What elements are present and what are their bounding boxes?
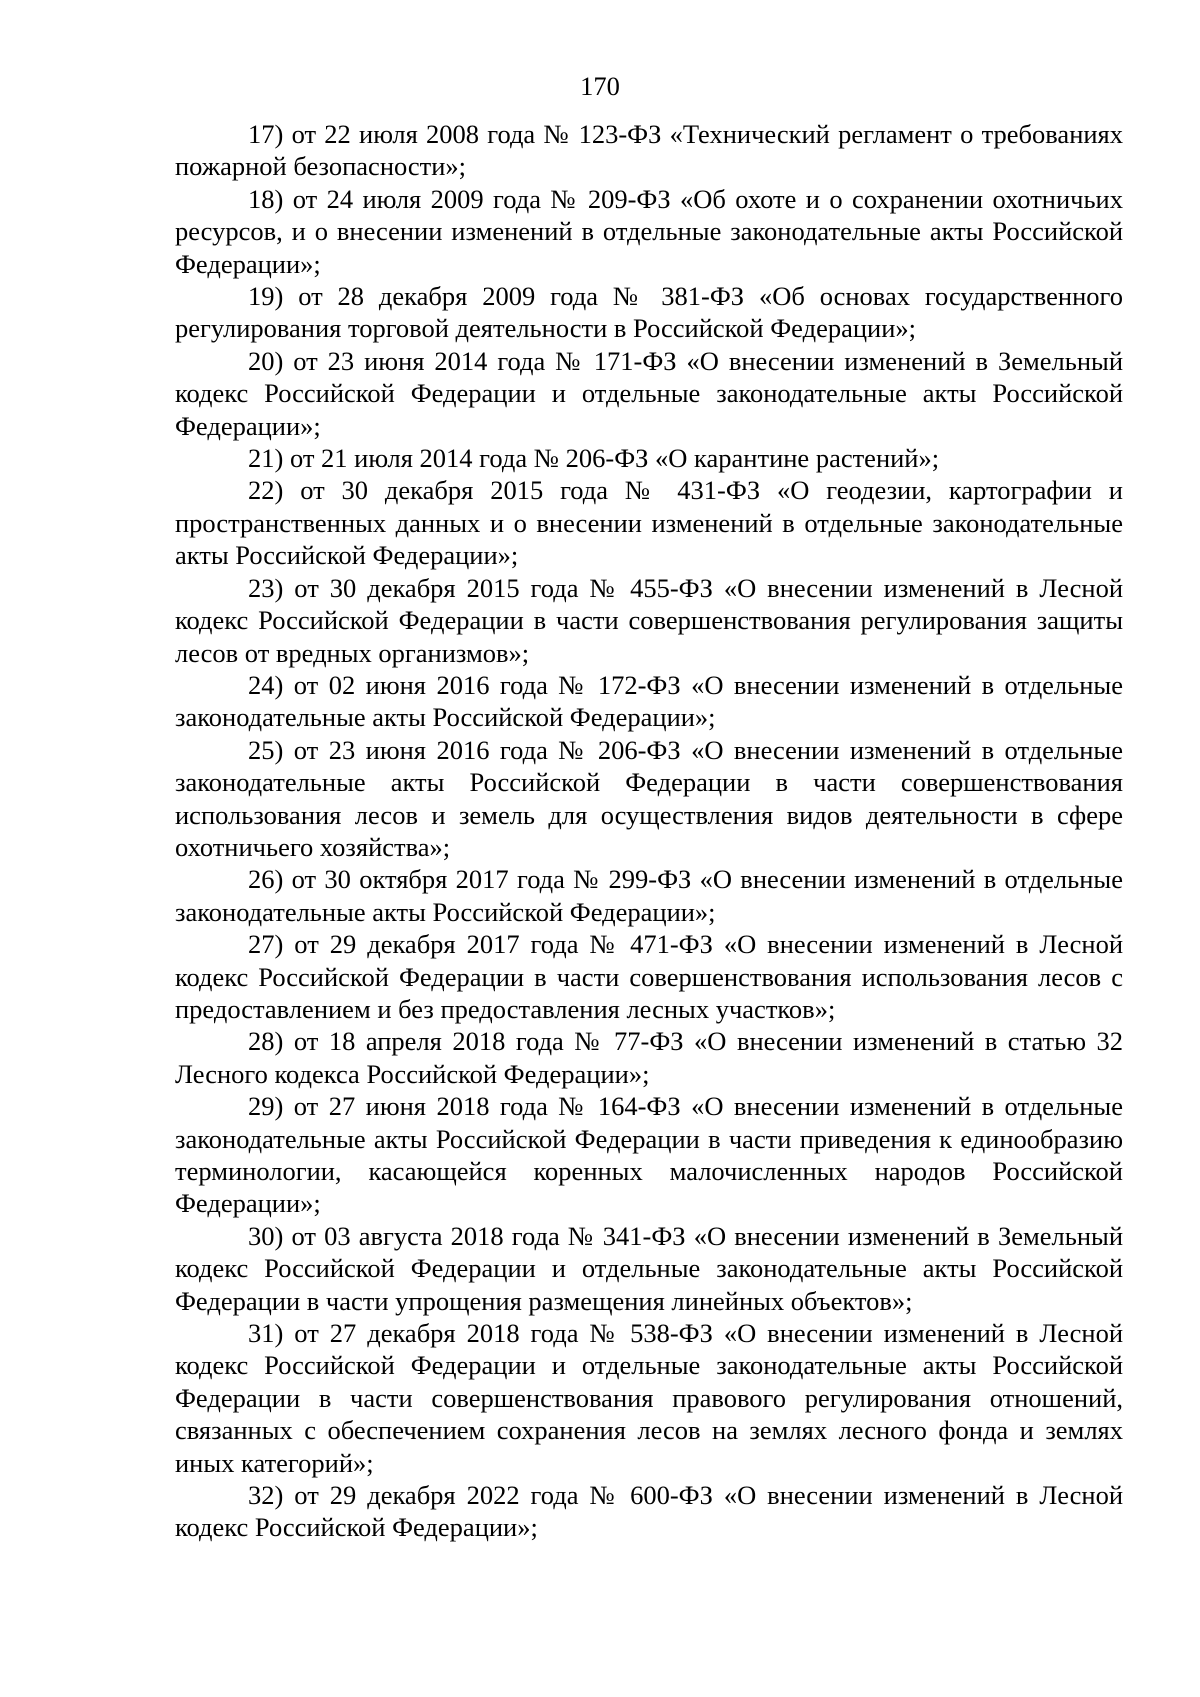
law-list-item: 19) от 28 декабря 2009 года № 381-ФЗ «Об основах государственного регулирования торговой деятельности в Российской Федерации»;: [175, 281, 1123, 344]
law-list-item: 27) от 29 декабря 2017 года № 471-ФЗ «О внесении изменений в Лесной кодекс Российской Федерации в части совершенствования использования лесов с предоставлением и без предоставления лесных участков»;: [175, 929, 1123, 1024]
law-list-item: 20) от 23 июня 2014 года № 171-ФЗ «О внесении изменений в Земельный кодекс Российской Федерации и отдельные законодательные акты Российской Федерации»;: [175, 345, 1123, 441]
law-list-item: 21) от 21 июля 2014 года № 206-ФЗ «О карантине растений»;: [248, 443, 940, 474]
law-list: [175, 118, 1123, 1544]
law-list-item: 31) от 27 декабря 2018 года № 538-ФЗ «О внесении изменений в Лесной кодекс Российской Федерации и отдельные законодательные акты Российской Федерации в части совершенствования правового регулирования отношений, связанных с обеспечением сохранения лесов на землях лесного фонда и землях иных категорий»;: [175, 1318, 1123, 1478]
law-list-item: 18) от 24 июля 2009 года № 209-ФЗ «Об охоте и о сохранении охотничьих ресурсов, и о внесении изменений в отдельные законодательные акты Российской Федерации»;: [175, 183, 1123, 279]
law-list-item: 17) от 22 июля 2008 года № 123-ФЗ «Технический регламент о требованиях пожарной безопасности»;: [175, 119, 1123, 182]
law-list-item: 29) от 27 июня 2018 года № 164-ФЗ «О внесении изменений в отдельные законодательные акты Российской Федерации в части приведения к единообразию терминологии, касающейся коренных малочисленных народов Российской Федерации»;: [175, 1091, 1123, 1219]
page-number: 170: [580, 71, 620, 101]
law-list-item: 32) от 29 декабря 2022 года № 600-ФЗ «О внесении изменений в Лесной кодекс Российской Федерации»;: [175, 1480, 1123, 1543]
law-list-item: 26) от 30 октября 2017 года № 299-ФЗ «О внесении изменений в отдельные законодательные акты Российской Федерации»;: [175, 864, 1123, 927]
law-list-item: 30) от 03 августа 2018 года № 341-ФЗ «О внесении изменений в Земельный кодекс Российской Федерации и отдельные законодательные акты Российской Федерации в части упрощения размещения линейных объектов»;: [175, 1220, 1123, 1316]
law-list-item: 23) от 30 декабря 2015 года № 455-ФЗ «О внесении изменений в Лесной кодекс Российской Федерации в части совершенствования регулирования защиты лесов от вредных организмов»;: [175, 572, 1123, 668]
law-list-item: 24) от 02 июня 2016 года № 172-ФЗ «О внесении изменений в отдельные законодательные акты Российской Федерации»;: [175, 669, 1123, 733]
law-list-item: 22) от 30 декабря 2015 года № 431-ФЗ «О геодезии, картографии и пространственных данных и о внесении изменений в отдельные законодательные акты Российской Федерации»;: [175, 475, 1123, 571]
law-list-item: 25) от 23 июня 2016 года № 206-ФЗ «О внесении изменений в отдельные законодательные акты Российской Федерации в части совершенствования использования лесов и земель для осуществления видов деятельности в сфере охотничьего хозяйства»;: [175, 734, 1123, 862]
law-list-item: 28) от 18 апреля 2018 года № 77-ФЗ «О внесении изменений в статью 32 Лесного кодекса Российской Федерации»;: [175, 1026, 1123, 1089]
